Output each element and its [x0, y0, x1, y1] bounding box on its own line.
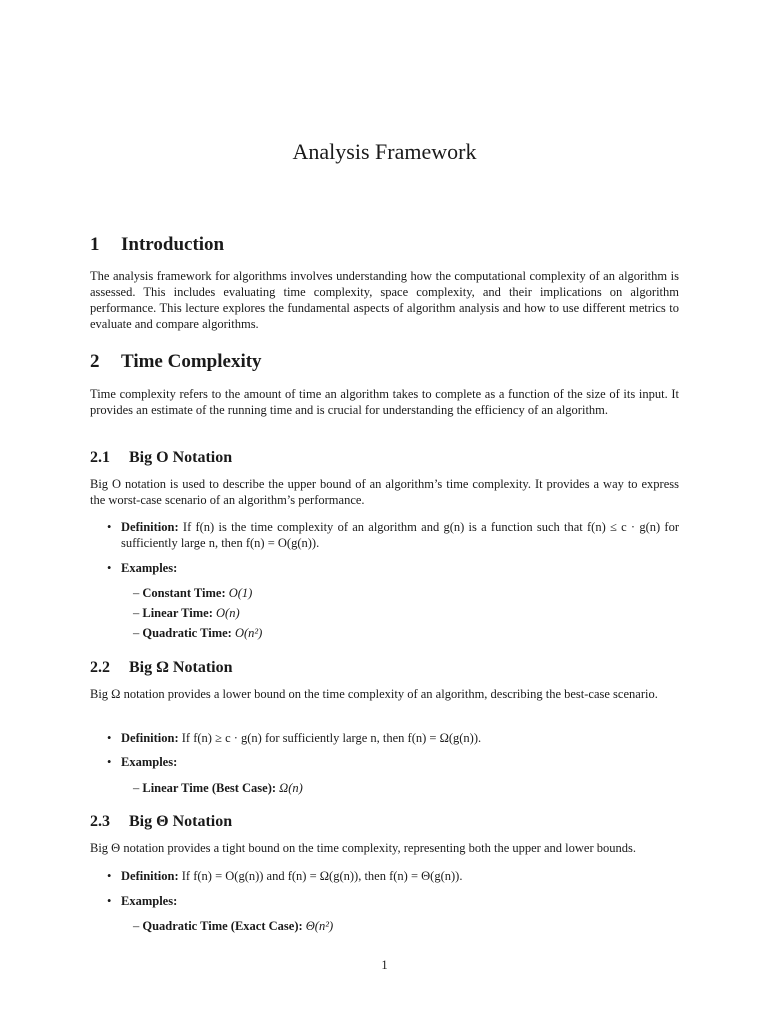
introduction-paragraph: The analysis framework for algorithms involves understanding how the computational complexity of an algorithm is assessed. This includes evaluating time complexity, space complexity, and their implications on algorithm performance. This lecture explores the fundamental aspects of algorithm analysis and how to use different metrics to evaluate and compare algorithms. — [90, 269, 679, 331]
example-item — [133, 918, 333, 934]
example-item — [133, 605, 240, 621]
big-omega-definition-item — [107, 730, 679, 746]
section-heading-time-complexity — [90, 351, 262, 373]
document-title: Analysis Framework — [292, 139, 477, 164]
big-o-definition-item — [107, 519, 679, 551]
examples-label: Examples: — [121, 894, 178, 908]
time-complexity-paragraph: Time complexity refers to the amount of time an algorithm takes to complete as a function of the size of its input. It provides an estimate of the running time and is crucial for understanding the efficiency of an algorithm. — [90, 387, 679, 417]
dash-marker: – — [133, 626, 140, 640]
examples-label: Examples: — [121, 561, 178, 575]
section-number: 1 — [90, 234, 100, 255]
example-label: Quadratic Time: — [142, 626, 232, 640]
example-value: Θ(n²) — [305, 919, 334, 933]
example-label: Linear Time (Best Case): — [142, 781, 277, 795]
definition-text-wrap — [121, 868, 679, 884]
dash-marker: – — [133, 919, 140, 933]
example-label: Quadratic Time (Exact Case): — [142, 919, 303, 933]
examples-label: Examples: — [121, 755, 178, 769]
bullet-marker: • — [107, 894, 112, 908]
subsection-title: Big Ω Notation — [129, 659, 233, 676]
subsection-number: 2.1 — [90, 449, 110, 466]
big-theta-examples-item — [107, 893, 679, 909]
subsection-heading-big-o — [90, 449, 232, 467]
definition-label: Definition: — [121, 869, 179, 883]
example-item — [133, 625, 262, 641]
example-label: Linear Time: — [142, 606, 213, 620]
dash-marker: – — [133, 606, 140, 620]
subsection-number: 2.3 — [90, 813, 110, 830]
example-value: Ω(n) — [279, 781, 303, 795]
bullet-marker: • — [107, 755, 112, 769]
bullet-marker: • — [107, 869, 112, 883]
big-theta-definition-item — [107, 868, 679, 884]
bullet-marker: • — [107, 561, 112, 575]
subsection-heading-big-theta — [90, 813, 232, 831]
subsection-title: Big O Notation — [129, 449, 233, 466]
bullet-marker: • — [107, 520, 112, 534]
big-o-examples-item — [107, 560, 679, 576]
big-o-paragraph: Big O notation is used to describe the upper bound of an algorithm’s time complexity. It provides a way to express the worst-case scenario of an algorithm’s performance. — [90, 477, 679, 507]
definition-label: Definition: — [121, 731, 179, 745]
big-omega-paragraph: Big Ω notation provides a lower bound on the time complexity of an algorithm, describing the best-case scenario. — [90, 687, 658, 701]
document-page — [90, 0, 679, 1024]
subsection-heading-big-omega — [90, 659, 232, 677]
big-theta-paragraph: Big Θ notation provides a tight bound on the time complexity, representing both the upper and lower bounds. — [90, 841, 636, 855]
section-heading-introduction — [90, 234, 224, 256]
definition-text: If f(n) ≥ c · g(n) for sufficiently large n, then f(n) = Ω(g(n)). — [181, 731, 482, 745]
definition-text-wrap — [121, 519, 679, 551]
example-item — [133, 780, 303, 796]
dash-marker: – — [133, 781, 140, 795]
definition-label: Definition: — [121, 520, 179, 534]
big-omega-examples-item — [107, 754, 679, 770]
definition-text-wrap — [121, 730, 679, 746]
example-value: O(n) — [216, 606, 240, 620]
subsection-title: Big Θ Notation — [129, 813, 233, 830]
subsection-number: 2.2 — [90, 659, 110, 676]
example-value: O(n²) — [234, 626, 263, 640]
dash-marker: – — [133, 586, 140, 600]
definition-text: If f(n) is the time complexity of an algorithm and g(n) is a function such that f(n) ≤ c · g(n) for sufficiently large n, then f(n) = O(g(n)). — [121, 520, 679, 550]
bullet-marker: • — [107, 731, 112, 745]
page-number: 1 — [381, 958, 388, 972]
section-number: 2 — [90, 351, 100, 372]
section-title: Time Complexity — [121, 351, 262, 372]
definition-text: If f(n) = O(g(n)) and f(n) = Ω(g(n)), then f(n) = Θ(g(n)). — [181, 869, 463, 883]
example-label: Constant Time: — [142, 586, 226, 600]
example-item — [133, 585, 252, 601]
section-title: Introduction — [121, 234, 225, 255]
example-value: O(1) — [228, 586, 253, 600]
